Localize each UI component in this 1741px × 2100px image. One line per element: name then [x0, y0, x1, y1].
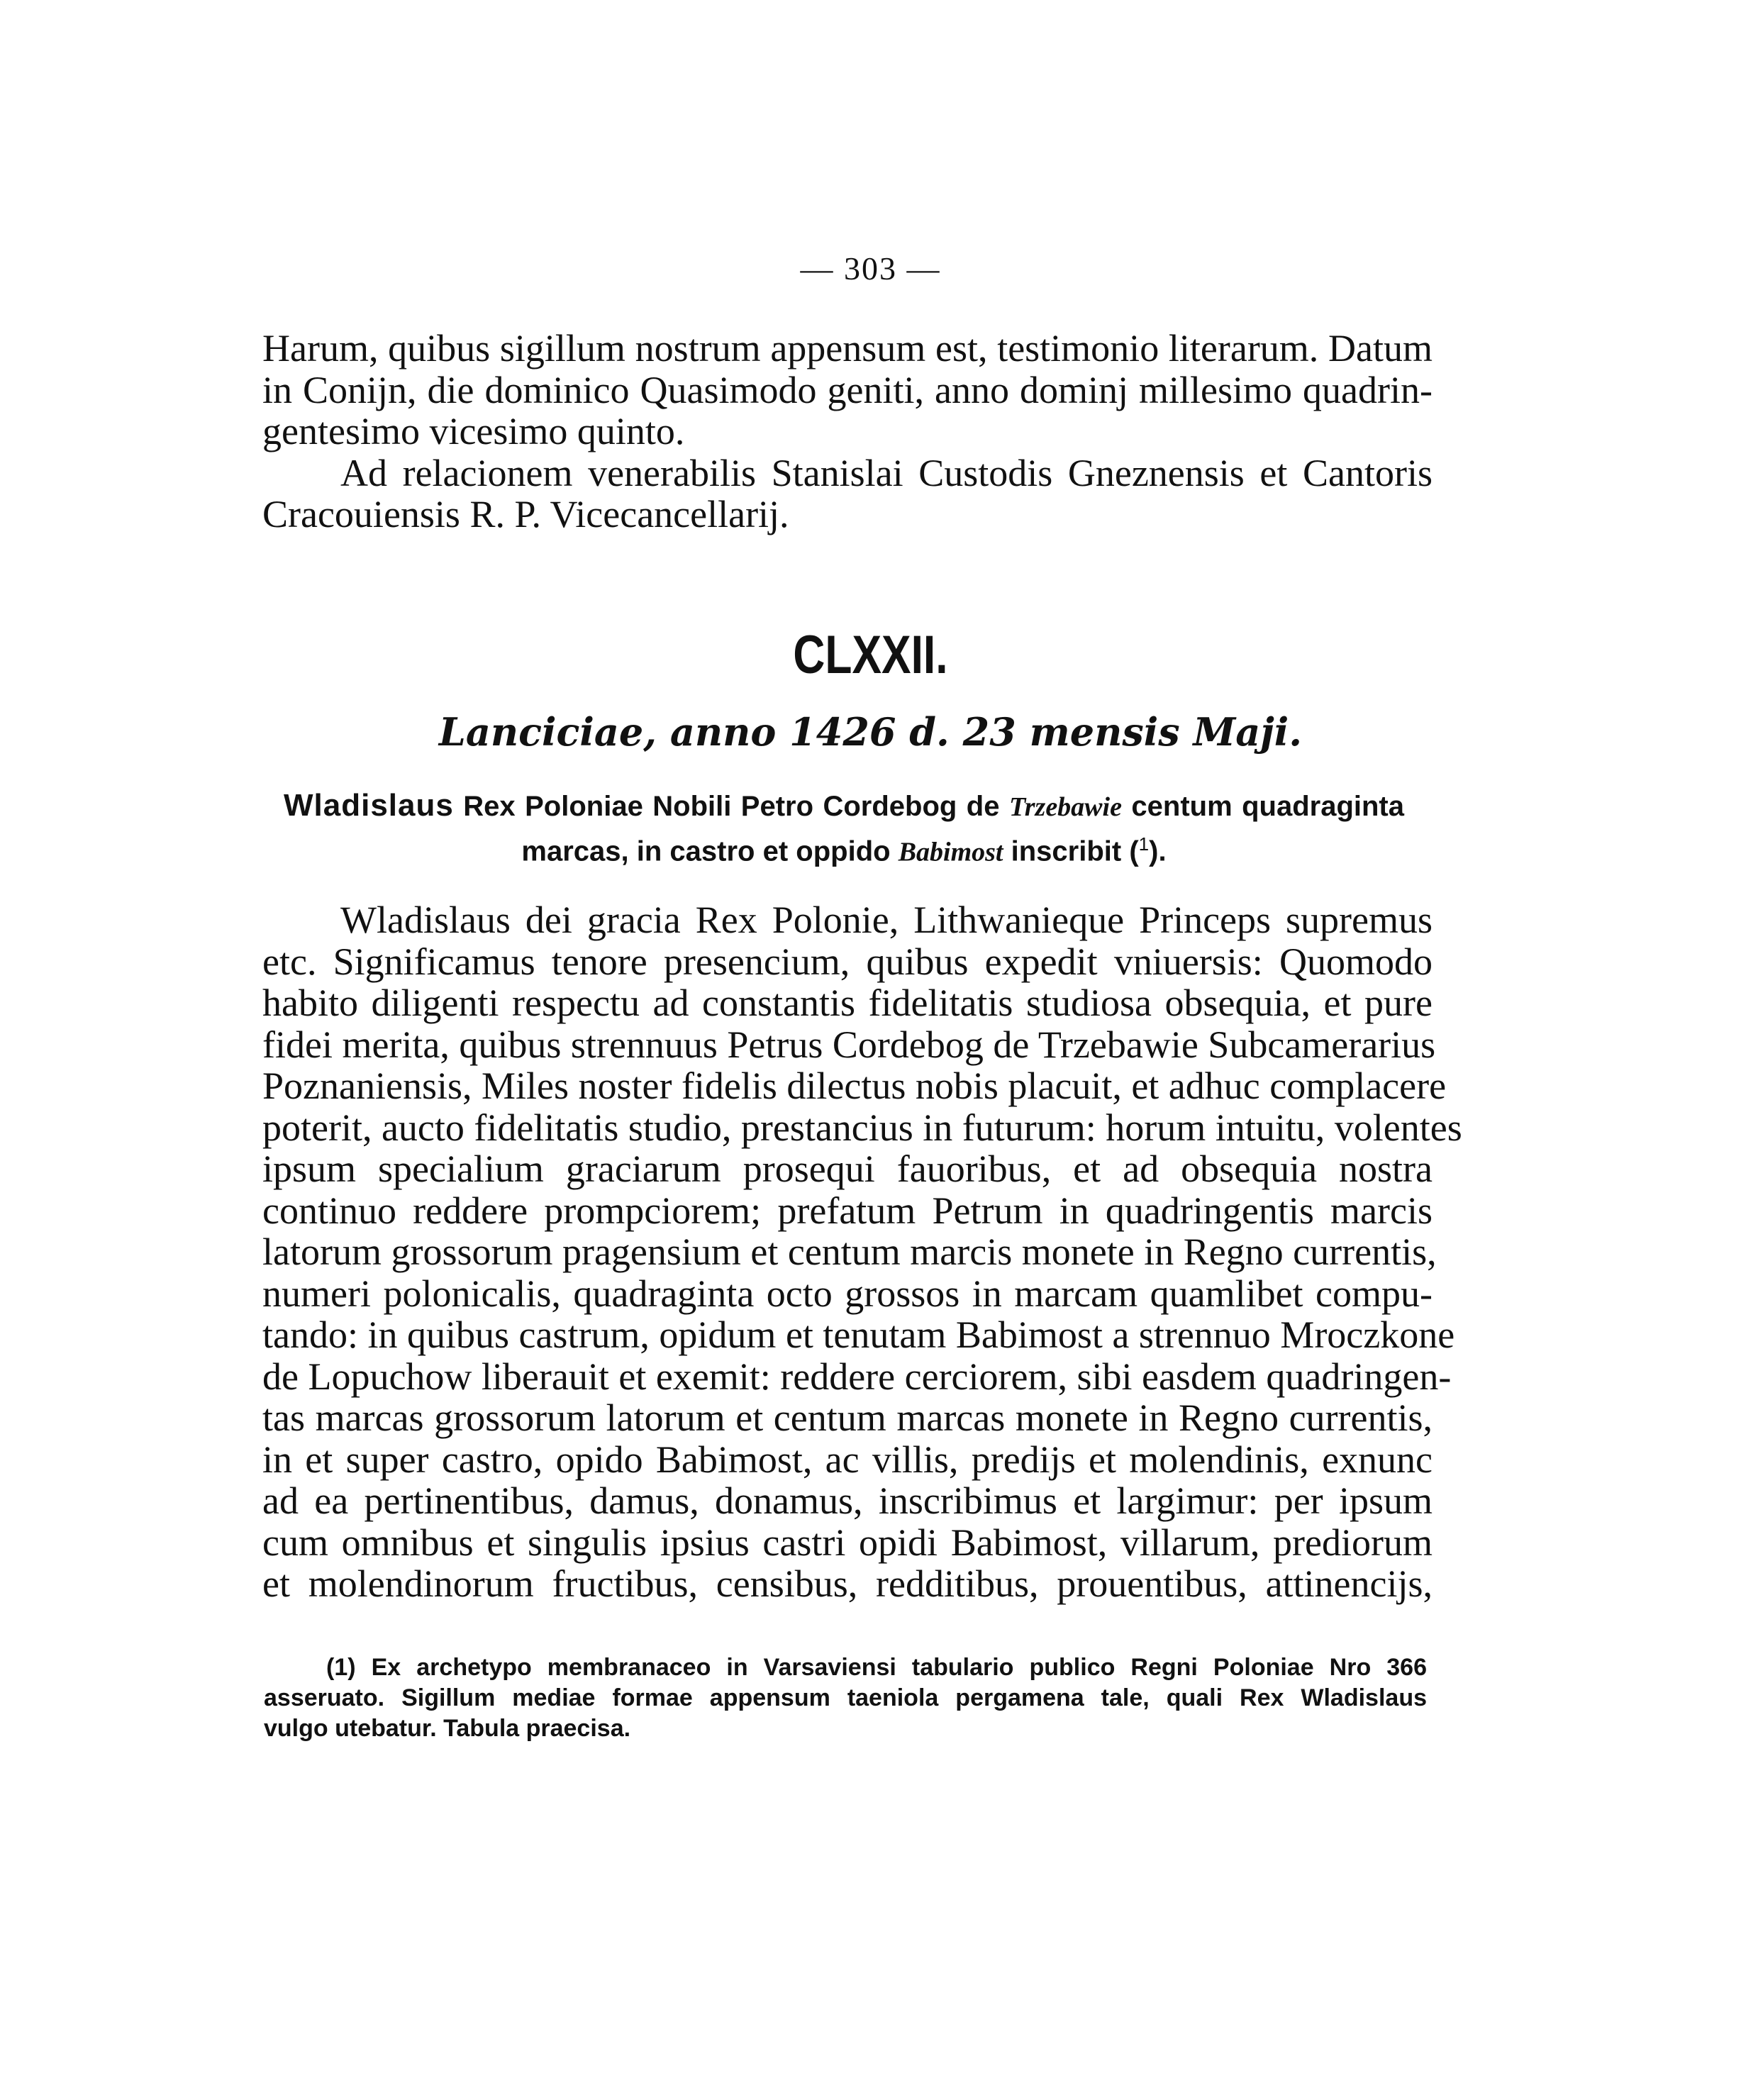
text-line: Harum, quibus sigillum nostrum appensum est, testimonio literarum. Datum [262, 327, 1433, 370]
footnote-text: Ex archetypo membranaceo in Varsaviensi tabulario publico Regni Poloniae Nro 366 [371, 1654, 1428, 1681]
summary-text: inscribit ( [1011, 835, 1139, 867]
text-line: Ad relacionem venerabilis Stanislai Custodis Gneznensis et Cantoris [340, 451, 1433, 494]
summary-line [284, 826, 1404, 870]
text-line: in Conijn, die dominico Quasimodo geniti, anno dominj millesimo quadrin- [262, 368, 1433, 411]
text-line: latorum grossorum pragensium et centum marcis monete in Regno currentis, [262, 1230, 1437, 1273]
footnote-reference: 1 [1138, 833, 1150, 855]
text-line: Cracouiensis R. P. Vicecancellarij. [262, 493, 789, 535]
text-line: poterit, aucto fidelitatis studio, prestancius in futurum: horum intuitu, volentes [262, 1106, 1462, 1149]
document-body [262, 899, 1462, 1605]
text-line: Wladislaus dei gracia Rex Polonie, Lithwanieque Princeps supremus [340, 899, 1433, 941]
date-heading: Lanciciae, anno 1426 d. 23 mensis Maji. [438, 709, 1303, 755]
page-number: — 303 — [800, 250, 941, 287]
text-line: tando: in quibus castrum, opidum et tenutam Babimost a strennuo Mroczkone [262, 1313, 1455, 1356]
document-summary [284, 787, 1404, 870]
document-number: CLXXII. [793, 625, 948, 685]
text-line: in et super castro, opido Babimost, ac villis, predijs et molendinis, exnunc [262, 1438, 1433, 1481]
summary-place: Babimost [898, 837, 1003, 867]
summary-place: Trzebawie [1008, 792, 1122, 822]
previous-document-ending [262, 328, 1433, 535]
summary-text: marcas, in castro et oppido [521, 835, 891, 867]
text-line: Poznaniensis, Miles noster fidelis dilectus nobis placuit, et adhuc complacere [262, 1065, 1447, 1107]
text-line: de Lopuchow liberauit et exemit: reddere cerciorem, sibi easdem quadringen- [262, 1355, 1452, 1398]
summary-king-name: Wladislaus [284, 788, 454, 823]
text-line: habito diligenti respectu ad constantis fidelitatis studiosa obsequia, et pure [262, 982, 1433, 1024]
summary-text: ). [1149, 835, 1167, 867]
text-line: numeri polonicalis, quadraginta octo grossos in marcam quamlibet compu- [262, 1272, 1433, 1315]
text-line: et molendinorum fructibus, censibus, redditibus, prouentibus, attinencijs, [262, 1562, 1433, 1605]
text-line: fidei merita, quibus strennuus Petrus Cordebog de Trzebawie Subcamerarius [262, 1023, 1436, 1066]
text-line: ipsum specialium graciarum prosequi fauoribus, et ad obsequia nostra [262, 1148, 1433, 1190]
footnote-line: vulgo utebatur. Tabula praecisa. [264, 1715, 631, 1742]
footnote-mark: (1) [326, 1654, 356, 1681]
summary-text: centum quadraginta [1131, 791, 1405, 822]
summary-line [284, 787, 1404, 826]
text-line: etc. Significamus tenore presencium, quibus expedit vniuersis: Quomodo [262, 940, 1433, 983]
text-line: ad ea pertinentibus, damus, donamus, inscribimus et largimur: per ipsum [262, 1479, 1433, 1522]
footnote-line [264, 1652, 1427, 1683]
footnote [264, 1652, 1427, 1744]
summary-text: Rex Poloniae Nobili Petro Cordebog de [463, 791, 1000, 822]
text-line: gentesimo vicesimo quinto. [262, 410, 685, 452]
footnote-line: asseruato. Sigillum mediae formae appensum taeniola pergamena tale, quali Rex Wladislaus [264, 1684, 1427, 1711]
text-line: tas marcas grossorum latorum et centum marcas monete in Regno currentis, [262, 1396, 1433, 1439]
text-line: cum omnibus et singulis ipsius castri opidi Babimost, villarum, prediorum [262, 1521, 1433, 1564]
text-line: continuo reddere prompciorem; prefatum Petrum in quadringentis marcis [262, 1189, 1433, 1232]
